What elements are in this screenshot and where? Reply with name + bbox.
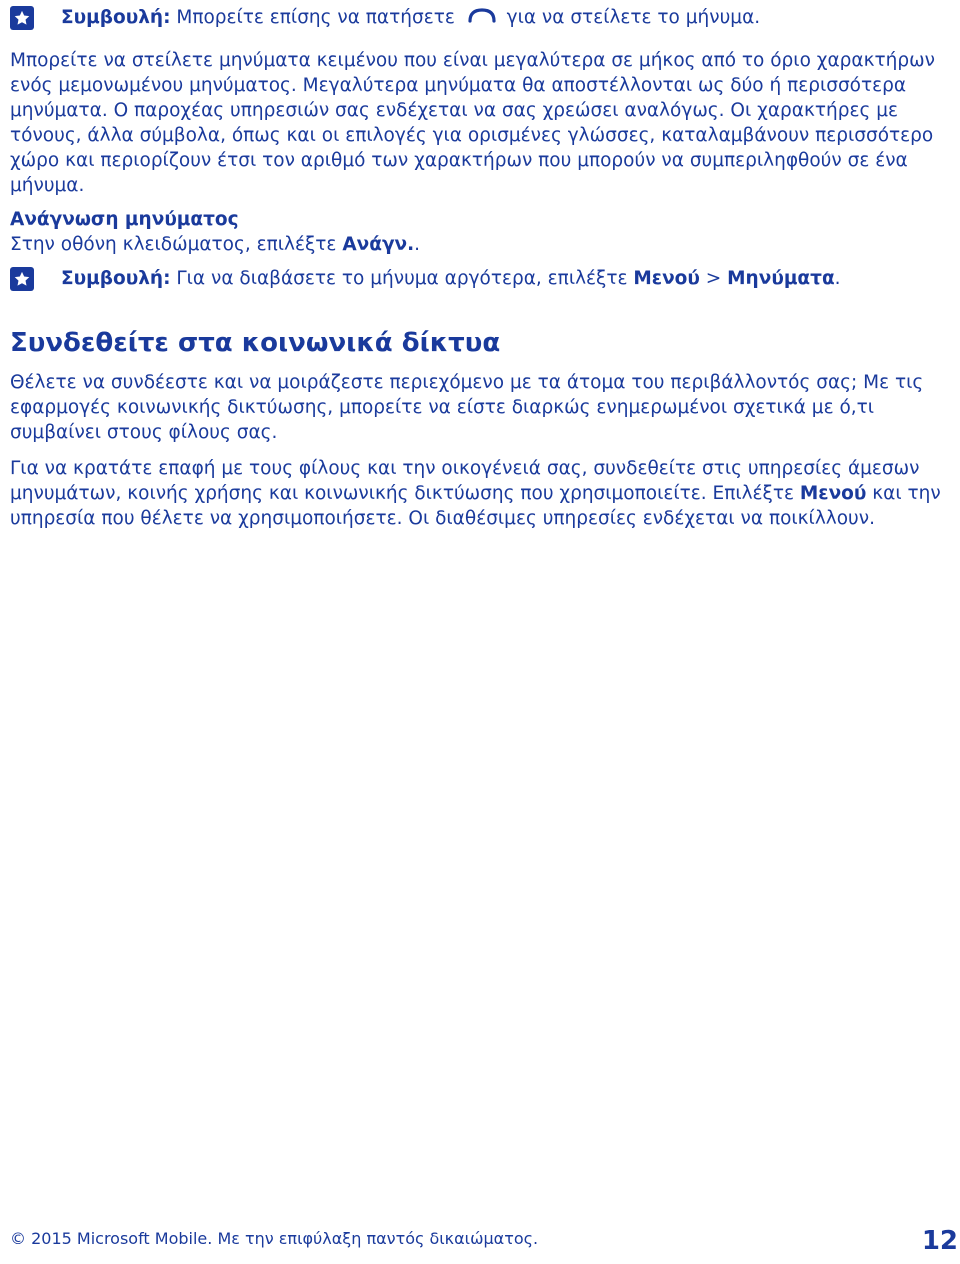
tip2-text: Για να διαβάσετε το μήνυμα αργότερα, επιλέξτε [170,268,634,289]
social-instructions-paragraph [10,456,952,531]
tip2-end: . [834,268,841,289]
copyright-footer: © 2015 Microsoft Mobile. Με την επιφύλαξη παντός δικαιώματος. [10,1229,539,1248]
tip-label: Συμβουλή: [61,7,171,28]
messages-option: Μηνύματα [727,268,835,289]
read-message-instruction [10,233,420,257]
tip-read-later [10,267,841,291]
menu-option: Μενού [799,483,867,504]
long-message-paragraph: Μπορείτε να στείλετε μηνύματα κειμένου που είναι μεγαλύτερα σε μήκος από το όριο χαρακτήρων ενός μεμονωμένου μηνύματος. Μεγαλύτερα μηνύματα θα αποστέλλονται ως δύο ή περισσότερα μηνύματα. Ο παροχέας υπηρεσιών σας ενδέχεται να σας χρεώσει αναλόγως. Οι χαρακτήρες με τόνους, άλλα σύμβολα, όπως και οι επιλογές για ορισμένες γλώσσες, καταλαμβάνουν περισσότερο χώρο και περιορίζουν έτσι τον αριθμό των χαρακτήρων που μπορούν να συμπεριληφθούν σε ένα μήνυμα. [10,50,935,196]
social-intro-paragraph: Θέλετε να συνδέεστε και να μοιράζεστε περιεχόμενο με τα άτομα του περιβάλλοντός σας; Με τις εφαρμογές κοινωνικής δικτύωσης, μπορείτε να είστε διαρκώς ενημερωμένοι σχετικά με ό,τι συμβαίνει στους φίλους σας. [10,372,924,443]
tip-label: Συμβουλή: [61,268,171,289]
call-key-icon [467,6,497,30]
star-tip-icon [10,6,34,30]
read-instruction-text: Στην οθόνη κλειδώματος, επιλέξτε [10,234,343,255]
para3-text2: και την υπηρεσία που θέλετε να χρησιμοποιήσετε. Οι διαθέσιμες υπηρεσίες ενδέχεται να ποικίλλουν. [10,483,941,529]
read-message-heading: Ανάγνωση μηνύματος [10,209,239,230]
menu-separator: > [699,268,728,289]
star-tip-icon [10,267,34,291]
tip-text-before: Μπορείτε επίσης να πατήσετε [176,7,455,28]
read-instruction-end: . [414,234,421,255]
section-title: Συνδεθείτε στα κοινωνικά δίκτυα [10,328,501,358]
read-option: Ανάγν. [342,234,415,255]
tip-text-after: για να στείλετε το μήνυμα. [506,7,761,28]
para3-text1: Για να κρατάτε επαφή με τους φίλους και την οικογένειά σας, συνδεθείτε στις υπηρεσίες άμεσων μηνυμάτων, κοινής χρήσης και κοινωνικής δικτύωσης που χρησιμοποιείτε. Επιλέξτε [10,458,920,504]
tip-send [10,6,760,30]
tip-read-later-text [61,267,841,291]
menu-option: Μενού [633,268,700,289]
page-number: 12 [921,1226,958,1256]
tip-send-text [61,6,760,30]
